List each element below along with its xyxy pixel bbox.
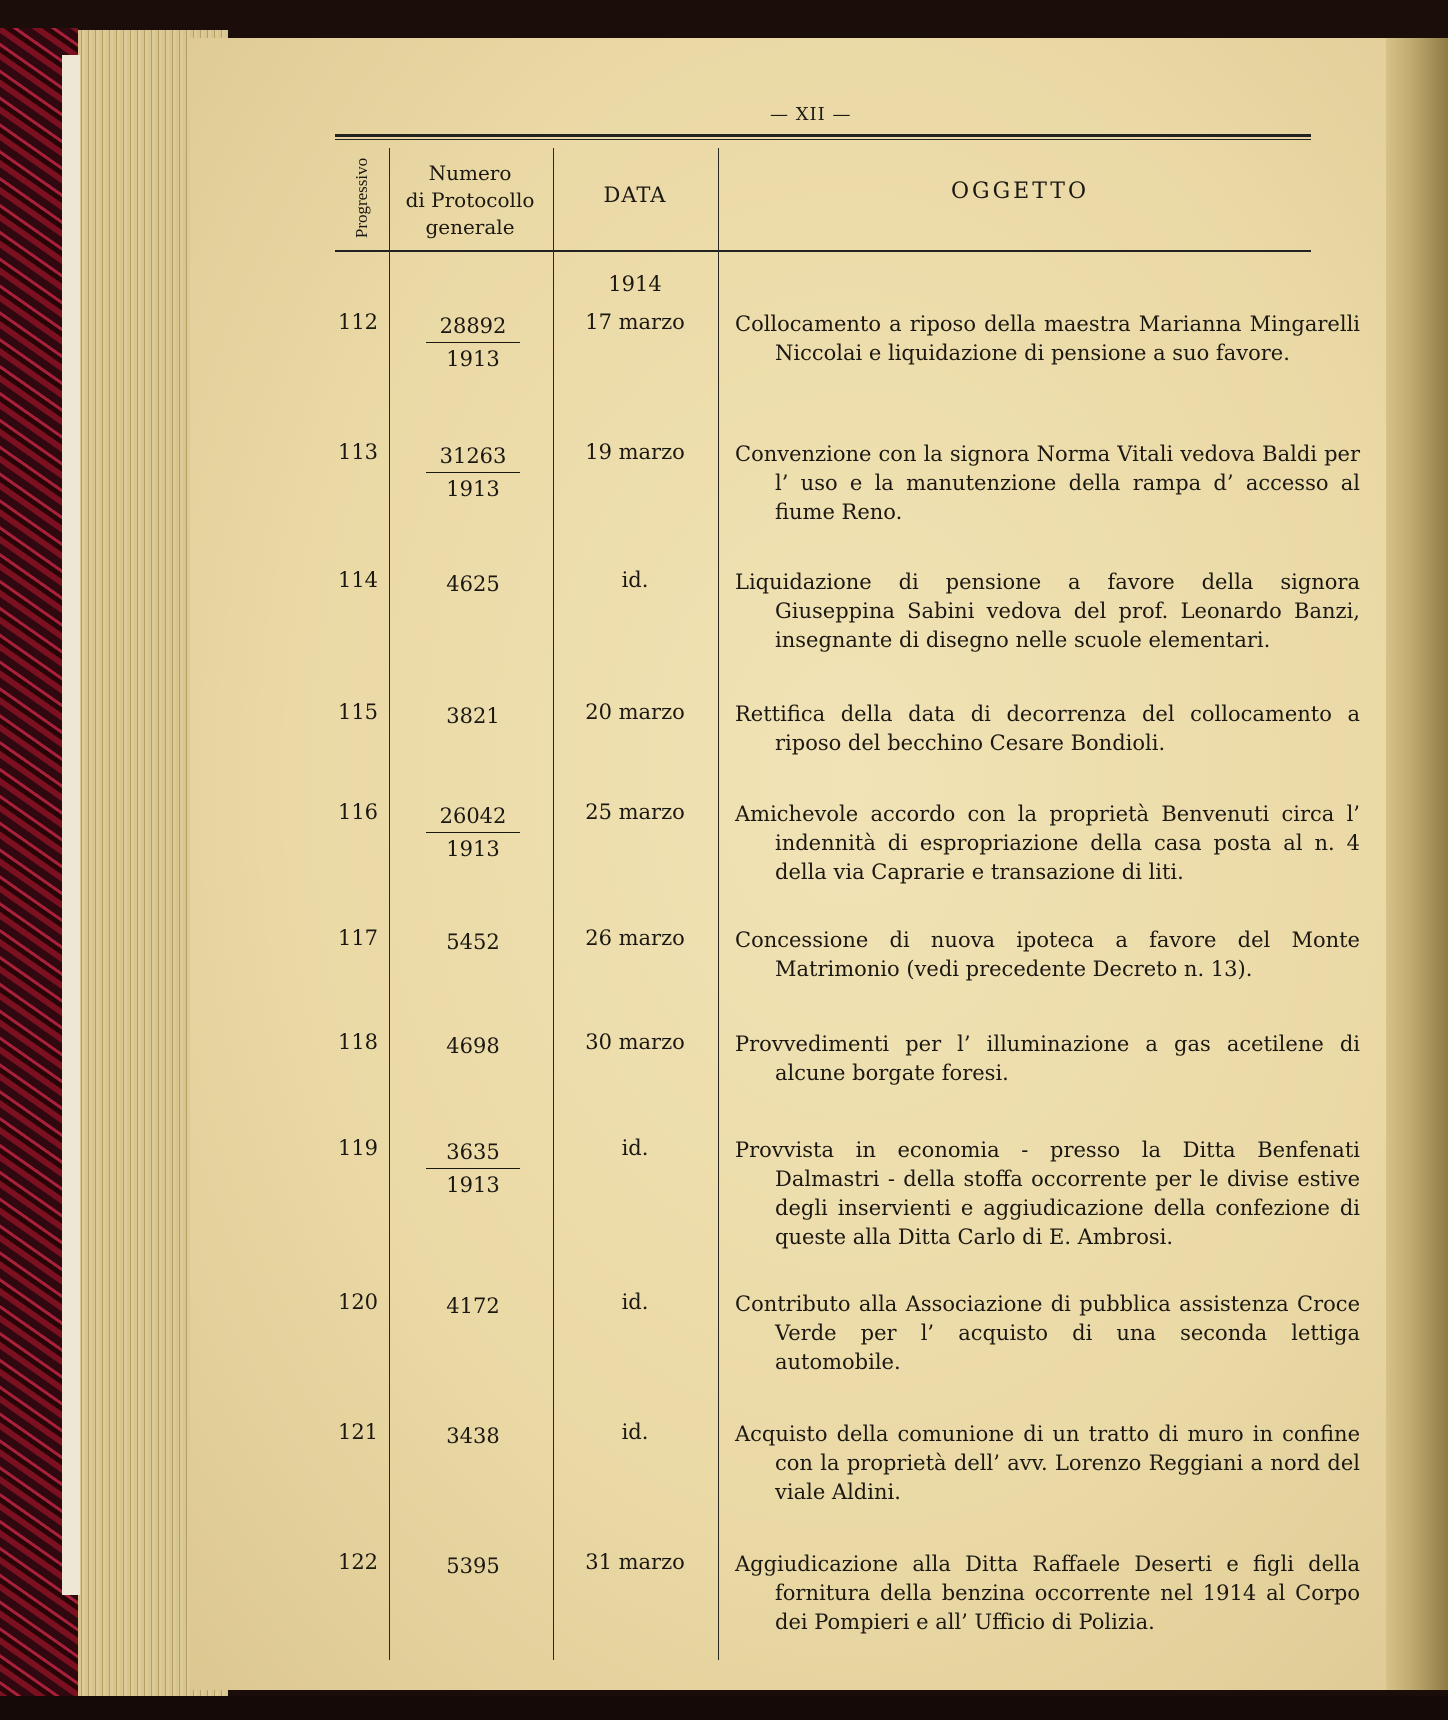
header-rule bbox=[335, 250, 1311, 252]
row-protocollo-number: 26042 bbox=[439, 804, 507, 828]
row-data: id. bbox=[621, 1420, 649, 1444]
row-progressivo: 114 bbox=[337, 568, 379, 592]
row-progressivo: 116 bbox=[337, 800, 379, 824]
row-protocollo bbox=[418, 700, 528, 732]
row-progressivo: 115 bbox=[337, 700, 379, 724]
row-protocollo bbox=[418, 1136, 528, 1201]
row-data: 26 marzo bbox=[585, 926, 685, 950]
row-progressivo: 113 bbox=[337, 440, 379, 464]
top-rule-thin bbox=[335, 139, 1311, 140]
row-data: 19 marzo bbox=[585, 440, 685, 464]
row-oggetto: Rettifica della data di decorrenza del collocamento a riposo del becchino Cesare Bondioli. bbox=[735, 702, 1360, 755]
row-data: 25 marzo bbox=[585, 800, 685, 824]
row-protocollo bbox=[418, 1420, 528, 1452]
bottom-shadow bbox=[0, 1696, 1448, 1720]
row-data: 30 marzo bbox=[585, 1030, 685, 1054]
row-protocollo bbox=[418, 568, 528, 600]
header-data: DATA bbox=[603, 183, 667, 207]
row-protocollo-year: 1913 bbox=[426, 1168, 520, 1201]
column-divider-2 bbox=[553, 148, 554, 1660]
row-progressivo: 121 bbox=[337, 1420, 379, 1444]
row-progressivo: 120 bbox=[337, 1290, 379, 1314]
row-protocollo-number: 5395 bbox=[446, 1554, 500, 1578]
row-protocollo bbox=[418, 926, 528, 958]
top-rule bbox=[335, 134, 1311, 137]
row-oggetto: Concessione di nuova ipoteca a favore del Monte Matrimonio (vedi precedente Decreto n. 13). bbox=[735, 928, 1360, 981]
row-data: 31 marzo bbox=[585, 1550, 685, 1574]
row-protocollo-year: 1913 bbox=[426, 832, 520, 865]
row-protocollo-number: 28892 bbox=[439, 314, 507, 338]
row-progressivo: 118 bbox=[337, 1030, 379, 1054]
row-protocollo bbox=[418, 1030, 528, 1062]
row-protocollo-number: 3635 bbox=[446, 1140, 500, 1164]
row-progressivo: 122 bbox=[337, 1550, 379, 1574]
row-protocollo-number: 3438 bbox=[446, 1424, 500, 1448]
page-number: — XII — bbox=[770, 104, 852, 125]
row-protocollo bbox=[418, 1290, 528, 1322]
row-oggetto: Convenzione con la signora Norma Vitali vedova Baldi per l’ uso e la manutenzione della rampa d’ accesso al fiume Reno. bbox=[735, 442, 1360, 524]
row-data: 17 marzo bbox=[585, 310, 685, 334]
row-data: id. bbox=[621, 1136, 649, 1160]
row-progressivo: 117 bbox=[337, 926, 379, 950]
row-data: 20 marzo bbox=[585, 700, 685, 724]
header-numero-protocollo bbox=[395, 160, 545, 241]
row-progressivo: 119 bbox=[337, 1136, 379, 1160]
row-protocollo bbox=[418, 800, 528, 865]
row-oggetto: Provvedimenti per l’ illuminazione a gas acetilene di alcune borgate foresi. bbox=[735, 1032, 1360, 1085]
row-protocollo-number: 31263 bbox=[439, 444, 507, 468]
row-protocollo-number: 5452 bbox=[446, 930, 500, 954]
header-numero-line2: di Protocollo bbox=[405, 188, 535, 212]
row-protocollo-number: 4172 bbox=[446, 1294, 500, 1318]
column-divider-3 bbox=[718, 148, 719, 1660]
column-divider-1 bbox=[389, 148, 390, 1660]
header-numero-line3: generale bbox=[425, 215, 515, 239]
row-oggetto: Amichevole accordo con la proprietà Benvenuti circa l’ indennità di espropriazione della casa posta al n. 4 della via Caprarie e transazione di liti. bbox=[735, 802, 1360, 884]
row-protocollo-number: 3821 bbox=[446, 704, 500, 728]
row-progressivo: 112 bbox=[337, 310, 379, 334]
row-oggetto: Aggiudicazione alla Ditta Raffaele Deserti e figli della fornitura della benzina occorrente nel 1914 al Corpo dei Pompieri e all’ Ufficio di Polizia. bbox=[735, 1552, 1360, 1634]
row-oggetto: Acquisto della comunione di un tratto di muro in confine con la proprietà dell’ avv. Lorenzo Reggiani a nord del viale Aldini. bbox=[735, 1422, 1360, 1504]
row-data: id. bbox=[621, 1290, 649, 1314]
row-protocollo bbox=[418, 310, 528, 375]
header-progressivo bbox=[337, 150, 387, 245]
header-oggetto: OGGETTO bbox=[950, 179, 1090, 204]
row-protocollo bbox=[418, 440, 528, 505]
row-protocollo bbox=[418, 1550, 528, 1582]
endpaper-edge bbox=[62, 55, 80, 1595]
year-label: 1914 bbox=[608, 272, 662, 296]
row-protocollo-number: 4625 bbox=[446, 572, 500, 596]
row-data: id. bbox=[621, 568, 649, 592]
row-oggetto: Provvista in economia - presso la Ditta Benfenati Dalmastri - della stoffa occorrente per le divise estive degli inservienti e aggiudicazione della confezione di queste alla Ditta Carlo di E. Ambrosi. bbox=[735, 1138, 1360, 1249]
header-numero-line1: Numero bbox=[428, 161, 512, 185]
row-oggetto: Liquidazione di pensione a favore della signora Giuseppina Sabini vedova del prof. Leonardo Banzi, insegnante di disegno nelle scuole elementari. bbox=[735, 570, 1360, 652]
row-protocollo-number: 4698 bbox=[446, 1034, 500, 1058]
row-oggetto: Collocamento a riposo della maestra Marianna Mingarelli Niccolai e liquidazione di pensione a suo favore. bbox=[735, 312, 1360, 365]
header-progressivo-label: Progressivo bbox=[352, 157, 371, 238]
row-protocollo-year: 1913 bbox=[426, 472, 520, 505]
row-protocollo-year: 1913 bbox=[426, 342, 520, 375]
row-oggetto: Contributo alla Associazione di pubblica assistenza Croce Verde per l’ acquisto di una seconda lettiga automobile. bbox=[735, 1292, 1360, 1374]
facing-page-edge bbox=[1386, 38, 1448, 1690]
